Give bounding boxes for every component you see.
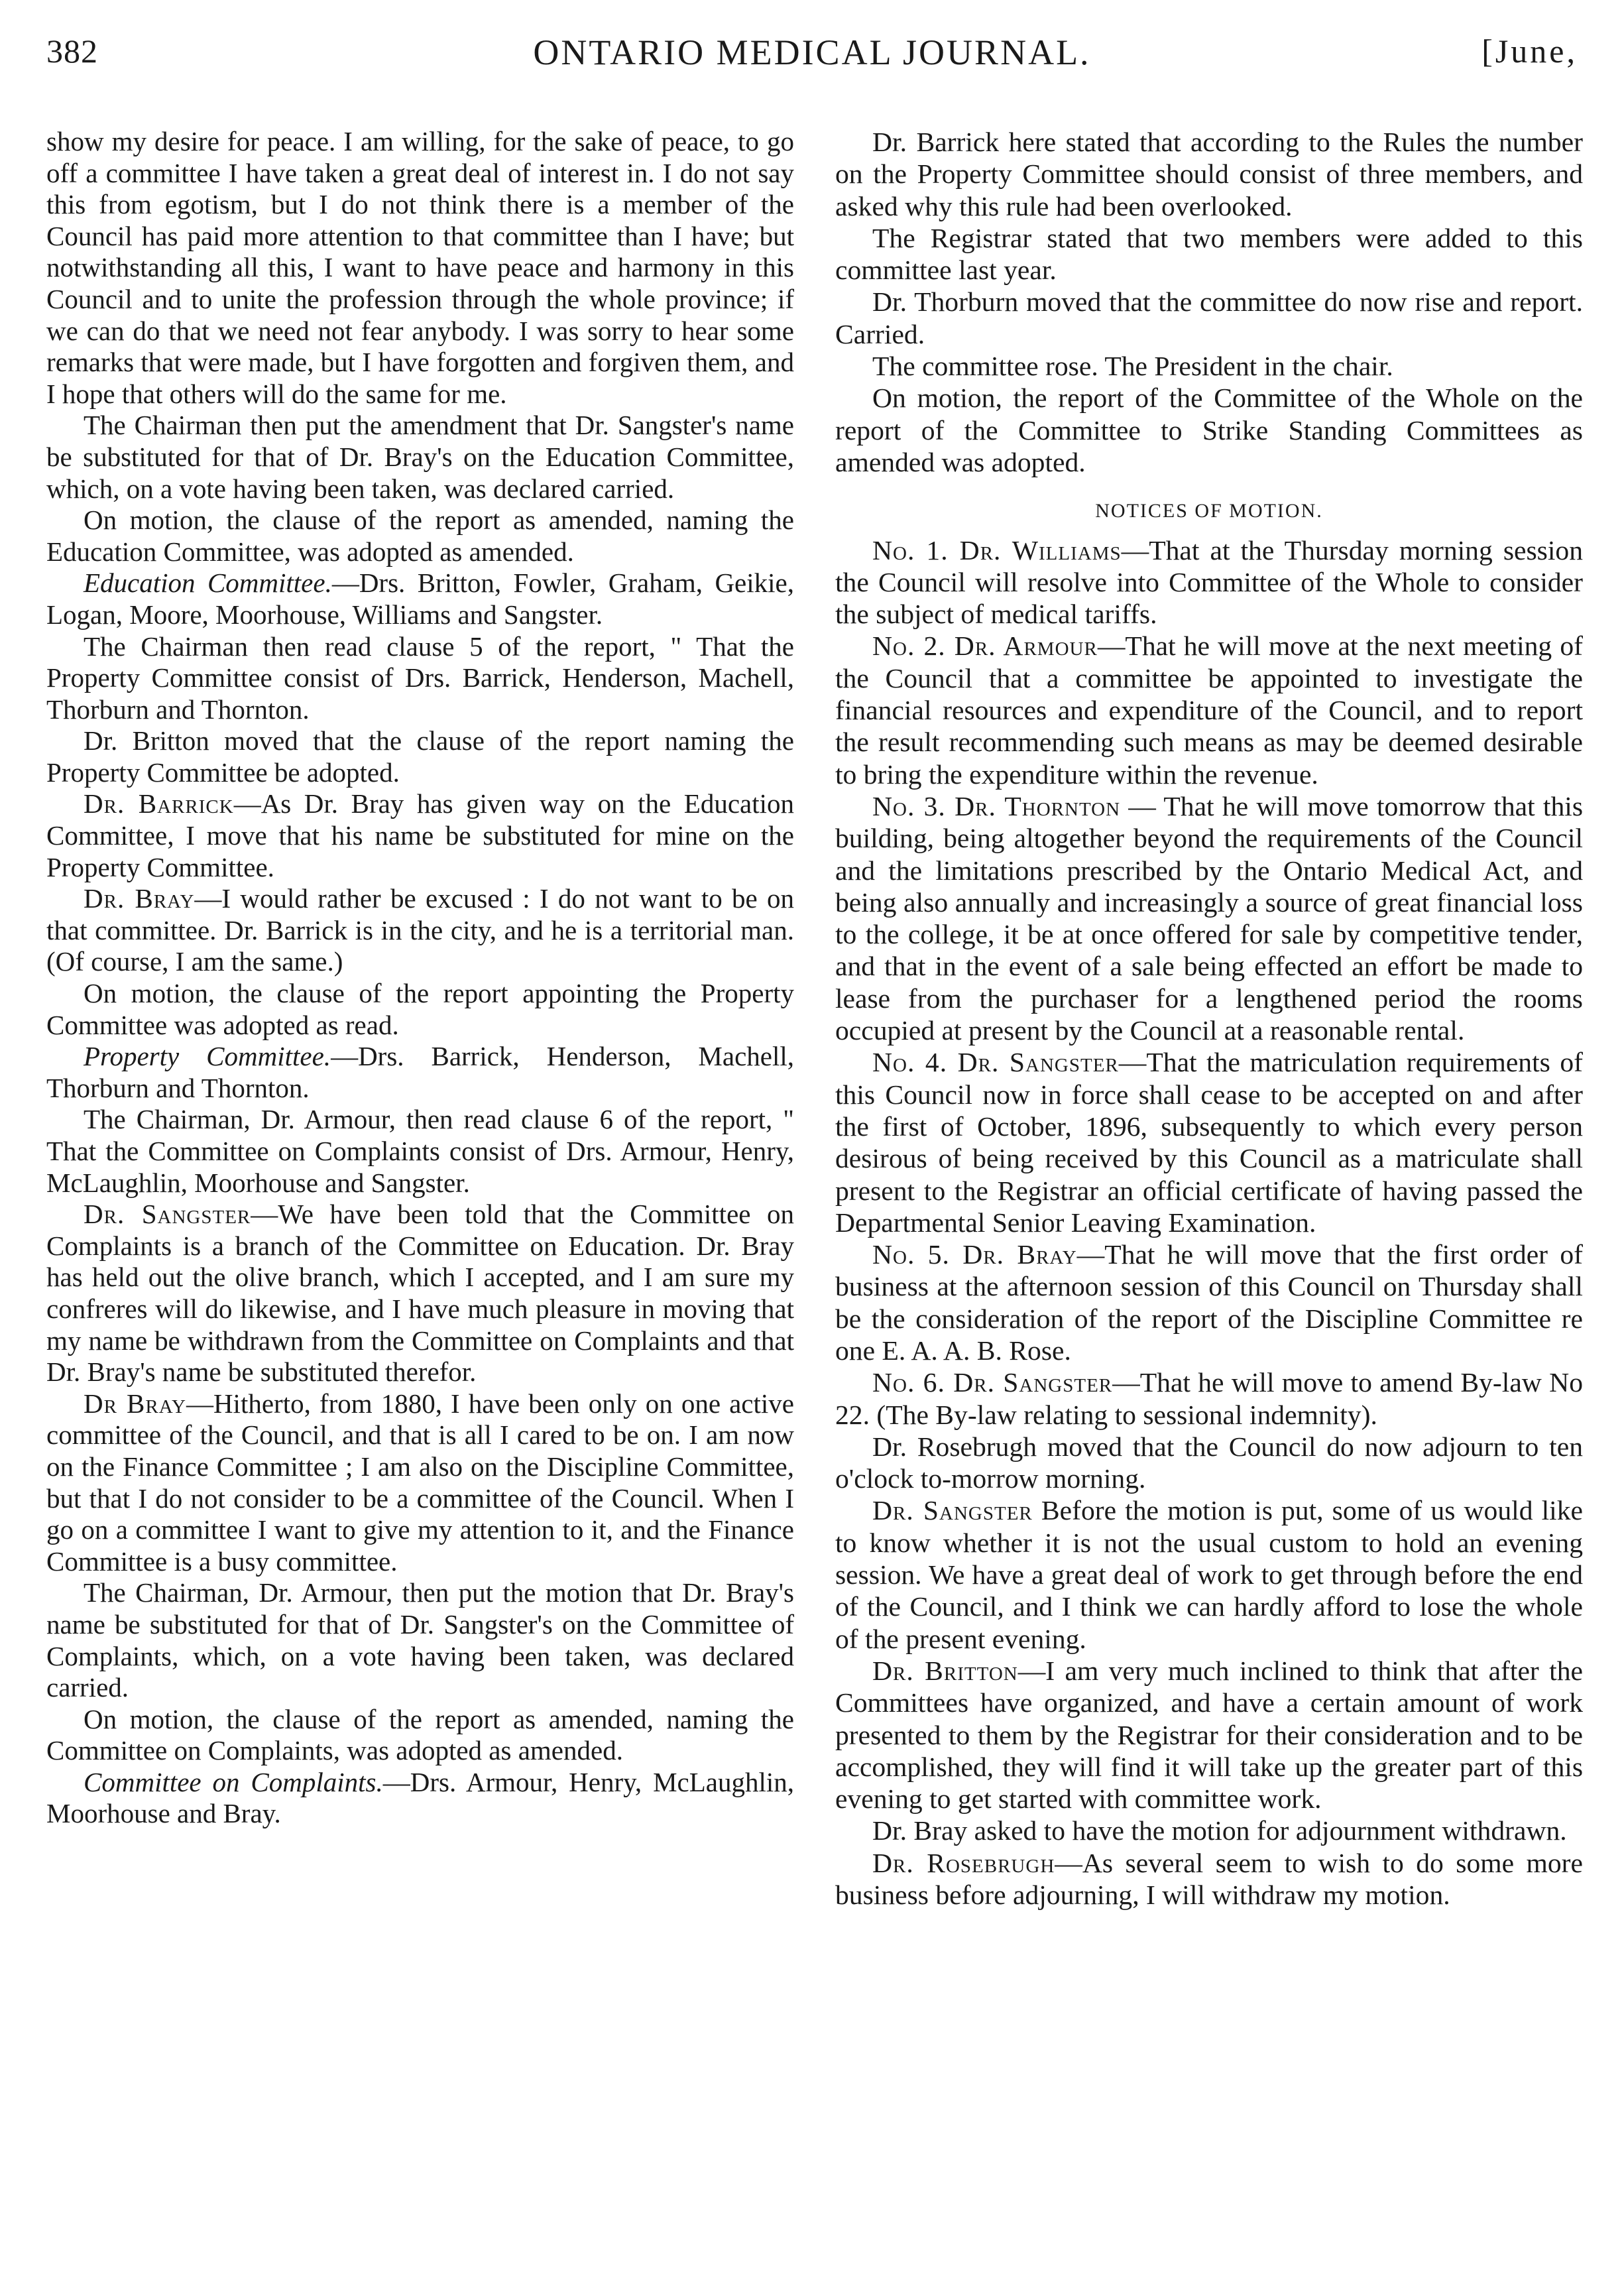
- paragraph: [46, 1199, 794, 1388]
- paragraph-text: —We have been told that the Committee on Complaints is a branch of the Committee on Education. Dr. Bray has held out the olive branch, which I accepted, and I am sure my confreres will do likewise, and I have much pleasure in moving that my name be withdrawn from the Committee on Complaints and that Dr. Bray's name be substituted therefor.: [46, 1199, 795, 1388]
- paragraph-text: On motion, the clause of the report as amended, naming the Education Committee, was adopted as amended.: [46, 505, 794, 567]
- right-column: [835, 126, 1583, 1911]
- paragraph: [835, 1847, 1583, 1911]
- paragraph-text: The Chairman then put the amendment that Dr. Sangster's name be substituted for that of Dr. Bray's on the Education Committee, which, on a vote having been taken, was declared carried.: [46, 410, 794, 504]
- paragraph-lead: Committee on Complaints.: [84, 1766, 383, 1797]
- paragraph-text: —I am very much inclined to think that after the Committees have organized, and have a certain amount of work presented to them by the Registrar for their consideration and to be accomplished, they will find it will take up the greater part of this evening to get started with committee work.: [835, 1655, 1583, 1815]
- paragraph: [835, 1494, 1583, 1654]
- paragraph: [46, 1577, 794, 1703]
- paragraph-text: show my desire for peace. I am willing, for the sake of peace, to go off a committee I have taken a great deal of interest in. I do not say this from egotism, but I do not think there is a member of the Council has paid more attention to that committee than I have; but notwithstanding all this, I want to have peace and harmony in this Council and to unite the profession through the whole province; if we can do that we need not fear anybody. I was sorry to hear some remarks that were made, but I have forgotten and forgiven them, and I hope that others will do the same for me.: [46, 126, 794, 409]
- paragraph: [46, 883, 794, 978]
- paragraph: [835, 1431, 1583, 1495]
- paragraph: [46, 725, 794, 788]
- paragraph-text: Dr. Britton moved that the clause of the report naming the Property Committee be adopted.: [46, 725, 794, 788]
- paragraph-lead: Dr. Britton: [872, 1655, 1018, 1686]
- paragraph-text: —Drs. Britton, Fowler, Graham, Geikie, Logan, Moore, Moorhouse, Williams and Sangster.: [46, 568, 794, 630]
- paragraph-text: —Drs. Barrick, Henderson, Machell, Thorburn and Thornton.: [46, 1041, 795, 1103]
- paragraph-text: —That he will move that the first order of business at the afternoon session of this Council on Thursday shall be the consideration of the report of the Discipline Committee re one E. A. A. B. Rose.: [835, 1239, 1584, 1366]
- paragraph-lead: No. 5. Dr. Bray: [872, 1239, 1077, 1270]
- paragraph-lead: No. 3. Dr. Thornton: [872, 790, 1121, 821]
- paragraph: [835, 1815, 1583, 1846]
- paragraph-lead: Dr. Sangster: [84, 1199, 251, 1230]
- paragraph-text: On motion, the clause of the report appointing the Property Committee was adopted as read.: [46, 978, 794, 1040]
- paragraph-text: The Chairman, Dr. Armour, then read clause 6 of the report, " That the Committee on Complaints consist of Drs. Armour, Henry, McLaughlin, Moorhouse and Sangster.: [46, 1104, 794, 1198]
- section-heading: [835, 495, 1583, 527]
- paragraph: [46, 1104, 794, 1199]
- paragraph: [835, 286, 1583, 350]
- paragraph-text: —I would rather be excused : I do not want to be on that committee. Dr. Barrick is in the city, and he is a territorial man. (Of course, I am the same.): [46, 883, 794, 977]
- page-number: 382: [46, 32, 98, 70]
- paragraph-text: On motion, the report of the Committee of the Whole on the report of the Committee to Strike Standing Committees as amended was adopted.: [835, 383, 1583, 477]
- paragraph-text: —Hitherto, from 1880, I have been only on one active committee of the Council, and that is all I cared to be on. I am now on the Finance Committee ; I am also on the Discipline Committee, but that I do not consider to be a committee of the Council. When I go on a committee I want to give my attention to it, and the Finance Committee is a busy committee.: [46, 1388, 794, 1577]
- paragraph-text: Dr. Barrick here stated that according to the Rules the number on the Property Committee should consist of three members, and asked why this rule had been overlooked.: [835, 127, 1583, 221]
- paragraph-text: The committee rose. The President in the chair.: [872, 351, 1393, 382]
- paragraph-lead: Dr. Sangster: [872, 1495, 1033, 1526]
- paragraph: [835, 350, 1583, 382]
- paragraph-text: On motion, the clause of the report as amended, naming the Committee on Complaints, was adopted as amended.: [46, 1703, 794, 1766]
- issue-month: [June,: [1481, 32, 1578, 70]
- paragraph-text: —Drs. Armour, Henry, McLaughlin, Moorhouse and Bray.: [46, 1766, 794, 1829]
- paragraph-lead: No. 1. Dr. Williams: [872, 534, 1122, 566]
- paragraph: [835, 222, 1583, 286]
- paragraph: [835, 1238, 1583, 1366]
- paragraph-lead: Dr. Rosebrugh: [872, 1847, 1055, 1878]
- paragraph-text: The Chairman, Dr. Armour, then put the motion that Dr. Bray's name be substituted for that of Dr. Sangster's on the Committee of Complaints, which, on a vote having been taken, was declared carried.: [46, 1577, 794, 1703]
- paragraph-text: —That at the Thursday morning session the Council will resolve into Committee of the Whole to consider the subject of medical tariffs.: [835, 534, 1583, 630]
- paragraph: [835, 630, 1583, 790]
- paragraph-lead: No. 6. Dr. Sangster: [872, 1367, 1113, 1398]
- paragraph: [46, 410, 794, 505]
- paragraph-text: The Registrar stated that two members were added to this committee last year.: [835, 222, 1583, 286]
- paragraph: [46, 126, 794, 410]
- paragraph-text: —As Dr. Bray has given way on the Education Committee, I move that his name be substituted for mine on the Property Committee.: [46, 788, 795, 882]
- paragraph: [835, 126, 1583, 222]
- paragraph-lead: Dr. Barrick: [84, 788, 234, 819]
- paragraph-lead: No. 2. Dr. Armour: [872, 630, 1098, 662]
- paragraph: [46, 1704, 794, 1767]
- paragraph-text: Dr. Thorburn moved that the committee do now rise and report. Carried.: [835, 286, 1583, 349]
- paragraph: [46, 1388, 794, 1578]
- paragraph-text: — That he will move tomorrow that this building, being altogether beyond the requirements of the Council and the limitations prescribed by the Ontario Medical Act, and being also annually and increasingly a source of great financial loss to the college, it be at once offered for sale by competitive tender, and that in the event of a sale being effected an effort be made to lease from the purchaser for a lengthened period the rooms occupied at present by the Council at a reasonable rental.: [835, 790, 1584, 1046]
- paragraph: [46, 1767, 794, 1830]
- paragraph-text: —That the matriculation requirements of this Council now in force shall cease to be accepted on and after the first of October, 1896, subsequently to which every person desirous of being received by this Council as a matriculate shall present to the Registrar an official certificate of having passed the Departmental Senior Leaving Examination.: [835, 1047, 1583, 1238]
- left-column: [46, 126, 794, 1830]
- paragraph: [46, 788, 794, 883]
- paragraph: [835, 1655, 1583, 1815]
- journal-title: ONTARIO MEDICAL JOURNAL.: [533, 32, 1091, 72]
- paragraph-text: NOTICES OF MOTION.: [1095, 500, 1323, 522]
- paragraph-text: —That he will move to amend By-law No 22. (The By-law relating to sessional indemnity).: [835, 1367, 1583, 1430]
- paragraph: [46, 1041, 794, 1104]
- paragraph: [46, 631, 794, 726]
- paragraph-text: —As several seem to wish to do some more business before adjourning, I will withdraw my motion.: [835, 1847, 1583, 1911]
- paragraph-lead: Dr. Bray: [84, 883, 195, 914]
- paragraph-text: Before the motion is put, some of us would like to know whether it is not the usual custom to hold an evening session. We have a great deal of work to get through before the end of the Council, and I think we can hardly afford to lose the whole of the present evening.: [835, 1495, 1583, 1654]
- paragraph-lead: Dr Bray: [84, 1388, 186, 1419]
- paragraph-text: The Chairman then read clause 5 of the report, " That the Property Committee consist of Drs. Barrick, Henderson, Machell, Thorburn and Thornton.: [46, 630, 794, 725]
- paragraph: [835, 1366, 1583, 1431]
- paragraph: [835, 534, 1583, 630]
- paragraph: [835, 790, 1583, 1046]
- paragraph-text: —That he will move at the next meeting of the Council that a committee be appointed to investigate the financial resources and expenditure of the Council, and to report the result recommending such means as may be deemed desirable to bring the expenditure within the revenue.: [835, 630, 1583, 790]
- paragraph: [835, 382, 1583, 478]
- paragraph: [46, 568, 794, 630]
- paragraph-text: Dr. Rosebrugh moved that the Council do now adjourn to ten o'clock to-morrow morning.: [835, 1431, 1583, 1494]
- paragraph-lead: Education Committee.: [84, 568, 332, 599]
- paragraph-lead: No. 4. Dr. Sangster: [872, 1047, 1119, 1078]
- paragraph-lead: Property Committee.: [84, 1041, 331, 1072]
- running-header: [46, 20, 1578, 93]
- paragraph: [46, 505, 794, 568]
- journal-page: [46, 20, 1584, 2261]
- paragraph-text: Dr. Bray asked to have the motion for adjournment withdrawn.: [872, 1815, 1567, 1846]
- paragraph: [46, 978, 794, 1041]
- paragraph: [835, 1046, 1583, 1238]
